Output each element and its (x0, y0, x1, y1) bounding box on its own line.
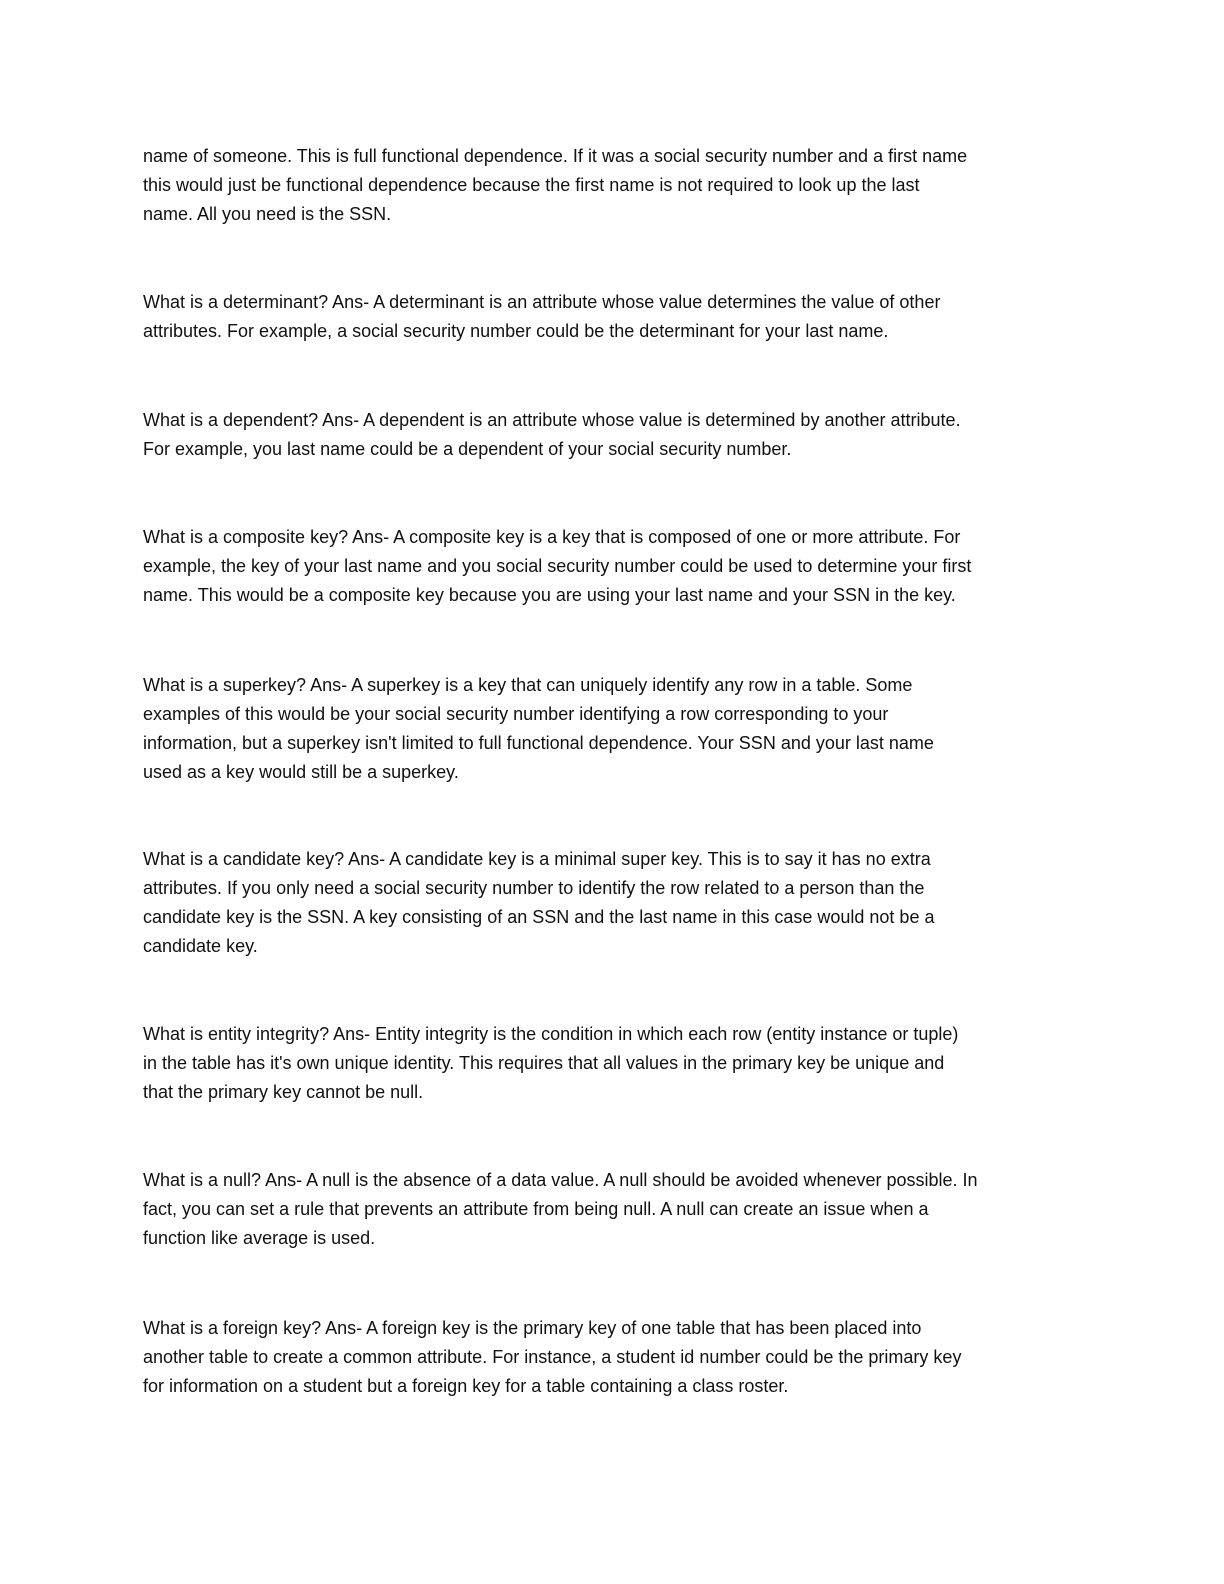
text-line: name. All you need is the SSN. (143, 204, 392, 224)
text-line: used as a key would still be a superkey. (143, 762, 459, 782)
text-line: that the primary key cannot be null. (143, 1082, 424, 1102)
text-line: this would just be functional dependence because the first name is not required to look up the last (143, 175, 920, 195)
text-line: What is a candidate key? Ans- A candidate key is a minimal super key. This is to say it has no extra (143, 849, 931, 869)
paragraph-null (143, 1166, 1083, 1253)
text-line: For example, you last name could be a dependent of your social security number. (143, 439, 792, 459)
paragraph-functional-dependence (143, 142, 1083, 229)
text-line: function like average is used. (143, 1228, 376, 1248)
paragraph-composite-key (143, 523, 1083, 610)
text-line: for information on a student but a foreign key for a table containing a class roster. (143, 1376, 789, 1396)
text-line: What is a dependent? Ans- A dependent is an attribute whose value is determined by another attribute. (143, 410, 961, 430)
paragraph-dependent (143, 406, 1083, 464)
paragraph-entity-integrity (143, 1020, 1083, 1107)
text-line: in the table has it's own unique identity. This requires that all values in the primary key be unique and (143, 1053, 945, 1073)
text-line: attributes. If you only need a social security number to identify the row related to a person than the (143, 878, 925, 898)
paragraph-determinant (143, 288, 1083, 346)
text-line: What is a superkey? Ans- A superkey is a key that can uniquely identify any row in a table. Some (143, 675, 913, 695)
text-line: What is a foreign key? Ans- A foreign key is the primary key of one table that has been placed into (143, 1318, 922, 1338)
text-line: candidate key. (143, 936, 258, 956)
text-line: example, the key of your last name and you social security number could be used to determine your first (143, 556, 972, 576)
text-line: What is entity integrity? Ans- Entity integrity is the condition in which each row (entity instance or tuple) (143, 1024, 959, 1044)
text-line: What is a null? Ans- A null is the absence of a data value. A null should be avoided whenever possible. In (143, 1170, 978, 1190)
text-line: information, but a superkey isn't limited to full functional dependence. Your SSN and your last name (143, 733, 934, 753)
text-line: examples of this would be your social security number identifying a row corresponding to your (143, 704, 889, 724)
text-line: another table to create a common attribute. For instance, a student id number could be the primary key (143, 1347, 962, 1367)
text-line: name. This would be a composite key because you are using your last name and your SSN in the key. (143, 585, 956, 605)
text-line: What is a composite key? Ans- A composite key is a key that is composed of one or more attribute. For (143, 527, 961, 547)
paragraph-candidate-key (143, 845, 1083, 961)
text-line: fact, you can set a rule that prevents an attribute from being null. A null can create an issue when a (143, 1199, 929, 1219)
text-line: What is a determinant? Ans- A determinant is an attribute whose value determines the value of other (143, 292, 941, 312)
text-line: name of someone. This is full functional dependence. If it was a social security number and a first name (143, 146, 968, 166)
text-line: attributes. For example, a social security number could be the determinant for your last name. (143, 321, 889, 341)
paragraph-foreign-key (143, 1314, 1083, 1401)
paragraph-superkey (143, 671, 1083, 787)
text-line: candidate key is the SSN. A key consisting of an SSN and the last name in this case would not be a (143, 907, 935, 927)
